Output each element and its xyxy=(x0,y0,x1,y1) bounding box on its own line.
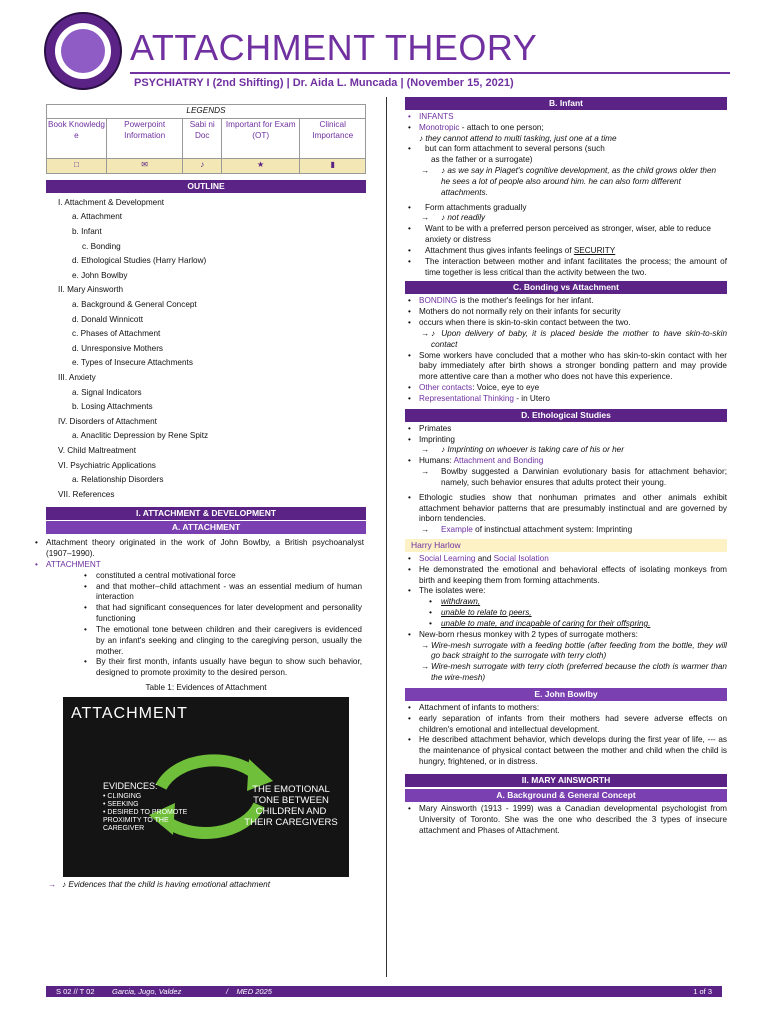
legend-sabi: Sabi ni Doc xyxy=(183,118,222,158)
workers-bullet: • Some workers have concluded that a mother who has skin-to-skin contact with her baby immediately after birth shows a stronger bonding pattern and may provide more attentive care than a mother who does not have this experience. xyxy=(405,351,727,383)
subsection-bowlby: E. John Bowlby xyxy=(405,688,727,701)
document-subtitle: PSYCHIATRY I (2nd Shifting) | Dr. Aida L. Muncada | (November 15, 2021) xyxy=(134,77,514,89)
footer-page-number: 1 of 3 xyxy=(693,987,712,996)
attachment-label xyxy=(32,560,366,571)
right-column xyxy=(405,97,727,836)
intro-text: Attachment theory originated in the work of John Bowlby, a British psychoanalyst (1907–1990). xyxy=(46,538,364,559)
outline-item: b. Losing Attachments xyxy=(72,402,153,412)
ainsworth-list xyxy=(405,804,727,836)
outline-item: II. Mary Ainsworth xyxy=(58,285,124,295)
outline-item: a. Background & General Concept xyxy=(72,299,197,309)
ethological-list xyxy=(405,424,727,536)
outline-item: III. Anxiety xyxy=(58,372,96,382)
note-piaget: → ♪ as we say in Piaget's cognitive development, as the child grows older then he sees a lot of people also around him. he can also form different attachments. xyxy=(405,166,727,198)
bowlby-attachment-bullet: • Attachment of infants to mothers: xyxy=(405,703,727,714)
outline-item: a. Signal Indicators xyxy=(72,387,142,397)
page-footer xyxy=(46,986,722,997)
attachment-figure xyxy=(63,697,349,877)
outline-item: d. Ethological Studies (Harry Harlow) xyxy=(72,256,207,266)
subsection-attachment: A. ATTACHMENT xyxy=(46,521,366,534)
harlow-list xyxy=(405,554,727,684)
humans-bullet xyxy=(405,456,727,467)
ethologic-studies-bullet: • Ethologic studies show that nonhuman primates and other animals exhibit attachment behavior patterns that are presumably instinctual and are governed by inborn tendencies. xyxy=(405,493,727,525)
example-note xyxy=(405,525,727,536)
legend-powerpoint: Powerpoint Information xyxy=(106,118,183,158)
evidence-text: SEEKING xyxy=(107,801,139,809)
isolate-trait: • unable to mate, and incapable of caring for their offspring. xyxy=(405,619,727,630)
bowlby-darwin-note: → Bowlby suggested a Darwinian evolutionary basis for attachment behavior; namely, such behavior ensures that adults protect their young. xyxy=(405,467,727,489)
gradually-bullet: • Form attachments gradually xyxy=(405,203,727,214)
outline-item: c. Phases of Attachment xyxy=(72,329,161,339)
outline-item: VII. References xyxy=(58,489,115,499)
outline-item: d. Unresponsive Mothers xyxy=(72,343,164,353)
outline-item: c. Bonding xyxy=(82,241,121,251)
surrogate-cloth: → Wire-mesh surrogate with terry cloth (preferred because the cloth is warmer than the wire-mesh) xyxy=(405,662,727,684)
footer-med xyxy=(226,986,272,997)
representational-text: - in Utero xyxy=(513,393,550,403)
music-note-icon: ♪ xyxy=(183,158,222,173)
other-contacts-term: Other contacts xyxy=(419,383,473,393)
other-contacts-bullet xyxy=(405,383,727,394)
social-isolation-term: Social Isolation xyxy=(493,553,549,563)
legend-title: LEGENDS xyxy=(47,105,366,119)
humans-label: Humans: xyxy=(419,456,454,466)
outline-item: a. Attachment xyxy=(72,212,123,222)
ainsworth-bullet: • Mary Ainsworth (1913 - 1999) was a Canadian developmental psychologist from University of Toronto. She was the one who described the 3 types of insecure attachment and Phases of Attachment. xyxy=(405,804,727,836)
evidence-item: • CLINGING xyxy=(103,793,142,801)
note-readily: → ♪ not readily xyxy=(405,213,727,224)
isolates-bullet: • The isolates were: xyxy=(405,586,727,597)
security-text: Attachment thus gives infants feelings of xyxy=(425,245,574,255)
evidences-label: EVIDENCES: xyxy=(103,780,158,791)
envelope-icon: ✉ xyxy=(106,158,183,173)
and-text: and xyxy=(475,553,494,563)
section-mary-ainsworth: II. MARY AINSWORTH xyxy=(405,774,727,787)
infant-list xyxy=(405,112,727,278)
attachment-point: • constituted a central motivational force xyxy=(60,571,362,582)
star-icon: ★ xyxy=(222,158,300,173)
document-title: ATTACHMENT THEORY xyxy=(130,27,538,68)
surrogate-feeding: → Wire-mesh surrogate with a feeding bottle (after feeding from the bottle, they will go back straight to the surrogate with terry cloth) xyxy=(405,641,727,663)
outline-item: b. Infant xyxy=(72,227,102,237)
outline-header: OUTLINE xyxy=(46,180,366,193)
surrogate-bullet: • New-born rhesus monkey with 2 types of surrogate mothers: xyxy=(405,630,727,641)
demonstrated-bullet: • He demonstrated the emotional and behavioral effects of isolating monkeys from birth and keeping them from forming attachments. xyxy=(405,565,727,587)
legend-book: Book Knowledg e xyxy=(47,118,107,158)
bonding-bullet xyxy=(405,296,727,307)
outline-item: VI. Psychiatric Applications xyxy=(58,460,156,470)
footer-med-text: MED 2025 xyxy=(236,987,272,996)
outline-list xyxy=(46,198,366,504)
outline-item: d. Donald Winnicott xyxy=(72,314,143,324)
preferred-person-bullet: • Want to be with a preferred person perceived as stronger, wiser, able to reduce anxiety or distress xyxy=(405,224,727,246)
imprinting-bullet: • Imprinting xyxy=(405,435,727,446)
intro-bullet xyxy=(32,538,366,560)
subsection-bonding: C. Bonding vs Attachment xyxy=(405,281,727,294)
figure-title: ATTACHMENT xyxy=(71,704,188,722)
primates-bullet: • Primates xyxy=(405,424,727,435)
outline-item: a. Anaclitic Depression by Rene Spitz xyxy=(72,431,209,441)
other-contacts-text: : Voice, eye to eye xyxy=(472,383,540,393)
bonding-text: is the mother's feelings for her infant. xyxy=(457,296,594,306)
evidence-text: CLINGING xyxy=(107,793,142,801)
bowlby-behavior-bullet: • He described attachment behavior, which develops during the first year of life, --- as the maintenance of physical contact between the mother and child when the child is hungry, frightened, or in distress. xyxy=(405,735,727,767)
legend-table xyxy=(46,104,366,174)
subsection-infant: B. Infant xyxy=(405,97,727,110)
legend-clinical: Clinical Importance xyxy=(300,118,366,158)
interaction-bullet: • The interaction between mother and infant facilitates the process; the amount of time together is less critical than the activity between the two. xyxy=(405,257,727,279)
note-imprinting: → ♪ Imprinting on whoever is taking care of his or her xyxy=(405,445,727,456)
several-persons-bullet: • but can form attachment to several persons (such xyxy=(405,144,727,155)
example-text: of instinctual attachment system: Imprinting xyxy=(472,525,633,535)
harry-harlow-heading: Harry Harlow xyxy=(405,539,727,552)
subsection-ethological: D. Ethological Studies xyxy=(405,409,727,422)
social-bullet xyxy=(405,554,727,565)
evidence-item: • SEEKING xyxy=(103,801,139,809)
table-caption: Table 1: Evidences of Attachment xyxy=(145,683,267,693)
note-multitask: ♪ they cannot attend to multi tasking, just one at a time xyxy=(419,133,617,143)
bonding-term: BONDING xyxy=(419,296,458,306)
bonding-list xyxy=(405,296,727,404)
bowlby-separation-bullet: • early separation of infants from their mothers had severe adverse effects on children's emotional and intellectual development. xyxy=(405,714,727,736)
clinical-icon: ▮ xyxy=(300,158,366,173)
several-persons-cont: as the father or a surrogate) xyxy=(431,155,533,165)
column-divider xyxy=(386,97,387,977)
social-learning-term: Social Learning xyxy=(419,553,476,563)
outline-item: e. John Bowlby xyxy=(72,270,128,280)
outline-item: a. Relationship Disorders xyxy=(72,475,164,485)
evidence-item: • DESIRED TO PROMOTE PROXIMITY TO THE CAREGIVER xyxy=(103,809,188,833)
monotropic-bullet xyxy=(405,123,727,134)
school-seal-logo xyxy=(44,12,122,90)
note-delivery: → ♪ Upon delivery of baby, it is placed beside the mother to have skin-to-skin contact xyxy=(405,329,727,351)
security-term: SECURITY xyxy=(573,245,616,255)
attachment-point: • By their first month, infants usually have begun to show such behavior, designed to promote proximity to the desired person. xyxy=(60,657,362,679)
attachment-label-text: ATTACHMENT xyxy=(46,559,101,569)
monotropic-text: - attach to one person; xyxy=(459,122,544,132)
footer-separator: / xyxy=(226,987,229,996)
legend-exam: Important for Exam (OT) xyxy=(222,118,300,158)
title-rule xyxy=(130,72,730,74)
figure-note-text: ♪ Evidences that the child is having emotional attachment xyxy=(62,879,270,889)
attachment-points xyxy=(46,571,366,679)
evidences-list xyxy=(103,781,195,834)
outline-item: IV. Disorders of Attachment xyxy=(58,416,157,426)
outline-item: I. Attachment & Development xyxy=(58,197,165,207)
subsection-background: A. Background & General Concept xyxy=(405,789,727,802)
page-header xyxy=(0,0,768,100)
infants-label: • INFANTS xyxy=(405,112,727,123)
section-attachment-development: I. ATTACHMENT & DEVELOPMENT xyxy=(46,507,366,520)
bowlby-list xyxy=(405,703,727,768)
figure-note xyxy=(32,880,366,891)
attachment-point: • and that mother–child attachment - was an essential medium of human interaction xyxy=(60,582,362,604)
book-icon: □ xyxy=(47,158,107,173)
figure-right-text: THE EMOTIONAL TONE BETWEEN CHILDREN AND THEIR CAREGIVERS xyxy=(244,783,338,828)
skin-contact-bullet: • occurs when there is skin-to-skin contact between the two. xyxy=(405,318,727,329)
footer-authors: Garcia, Jugo, Valdez xyxy=(112,987,182,996)
example-term: Example xyxy=(441,525,473,535)
outline-item: V. Child Maltreatment xyxy=(58,445,136,455)
left-column xyxy=(46,104,366,891)
monotropic-term: Monotropic xyxy=(419,122,460,132)
footer-code: S 02 // T 02 xyxy=(56,987,95,996)
isolate-trait: • unable to relate to peers, xyxy=(405,608,727,619)
representational-bullet xyxy=(405,394,727,405)
humans-term: Attachment and Bonding xyxy=(453,456,544,466)
attachment-point: • that had significant consequences for later development and personality functioning xyxy=(60,603,362,625)
security-rely-bullet: • Mothers do not normally rely on their infants for security xyxy=(405,307,727,318)
outline-item: e. Types of Insecure Attachments xyxy=(72,358,193,368)
evidence-text: DESIRED TO PROMOTE PROXIMITY TO THE CAREGIVER xyxy=(103,809,188,833)
isolate-trait: • withdrawn, xyxy=(405,597,727,608)
security-bullet xyxy=(405,246,727,257)
attachment-point: • The emotional tone between children and their caregivers is evidenced by an infant's seeking and clinging to the caregiving person, usually the mother. xyxy=(60,625,362,657)
representational-term: Representational Thinking xyxy=(419,393,514,403)
